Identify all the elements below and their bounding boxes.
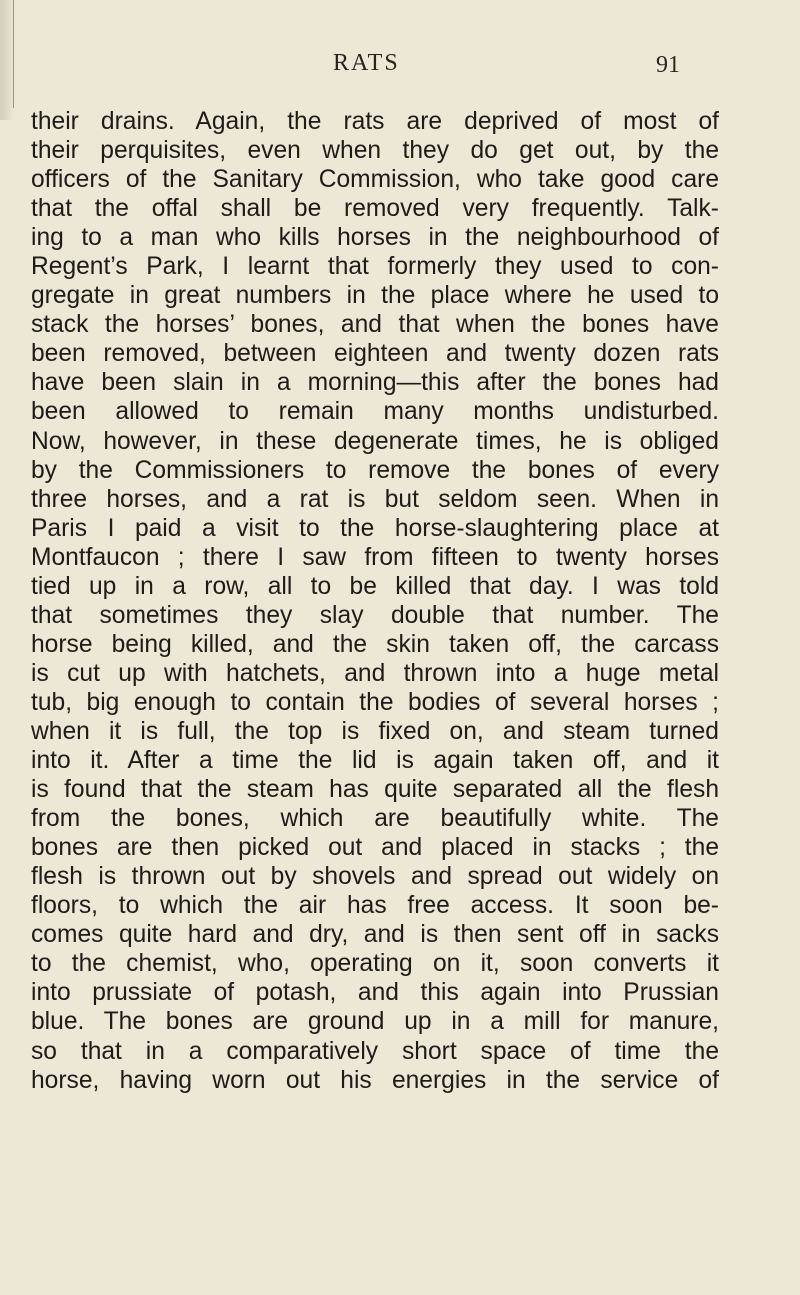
text-line: from the bones, which are beautifully white. The [31,805,719,833]
text-line: tied up in a row, all to be killed that day. I was told [31,572,719,600]
text-line: is cut up with hatchets, and thrown into a huge metal [31,659,719,687]
text-line: that the offal shall be removed very frequently. Talk- [31,195,719,223]
text-line: flesh is thrown out by shovels and spread out widely on [31,863,719,891]
text-line: into prussiate of potash, and this again into Prussian [31,979,719,1007]
text-line: into it. After a time the lid is again taken off, and it [31,747,719,775]
text-line: three horses, and a rat is but seldom seen. When in [31,485,719,513]
text-line: gregate in great numbers in the place where he used to [31,282,719,310]
text-line: horse being killed, and the skin taken off, the carcass [31,630,719,658]
text-line: their perquisites, even when they do get out, by the [31,137,719,165]
text-line: to the chemist, who, operating on it, soon converts it [31,950,719,978]
text-line: their drains. Again, the rats are deprived of most of [31,108,719,135]
text-line: Paris I paid a visit to the horse-slaughtering place at [31,514,719,542]
text-line: stack the horses’ bones, and that when the bones have [31,311,719,339]
text-line: ing to a man who kills horses in the neighbourhood of [31,224,719,252]
text-line: when it is full, the top is fixed on, and steam turned [31,717,719,745]
text-line: comes quite hard and dry, and is then sent off in sacks [31,921,719,949]
text-line: floors, to which the air has free access. It soon be- [31,892,719,920]
text-line: been removed, between eighteen and twenty dozen rats [31,340,719,368]
text-line: blue. The bones are ground up in a mill for manure, [31,1008,719,1036]
text-line: have been slain in a morning—this after the bones had [31,369,719,397]
text-line: so that in a comparatively short space of time the [31,1037,719,1065]
text-line: tub, big enough to contain the bodies of several horses ; [31,688,719,716]
text-line: horse, having worn out his energies in the service of [31,1066,719,1094]
text-line: by the Commissioners to remove the bones of every [31,456,719,484]
text-line: officers of the Sanitary Commission, who take good care [31,166,719,194]
text-line: bones are then picked out and placed in stacks ; the [31,834,719,862]
text-line: Montfaucon ; there I saw from fifteen to twenty horses [31,543,719,571]
page-number: 91 [656,52,680,78]
text-line: is found that the steam has quite separated all the flesh [31,776,719,804]
body-text [31,107,719,1095]
running-head-title: RATS [333,50,400,76]
text-line: Now, however, in these degenerate times, he is obliged [31,427,719,455]
text-line: been allowed to remain many months undisturbed. [31,398,719,426]
text-line: Regent’s Park, I learnt that formerly they used to con- [31,253,719,281]
text-line: that sometimes they slay double that number. The [31,601,719,629]
running-head [0,46,800,86]
